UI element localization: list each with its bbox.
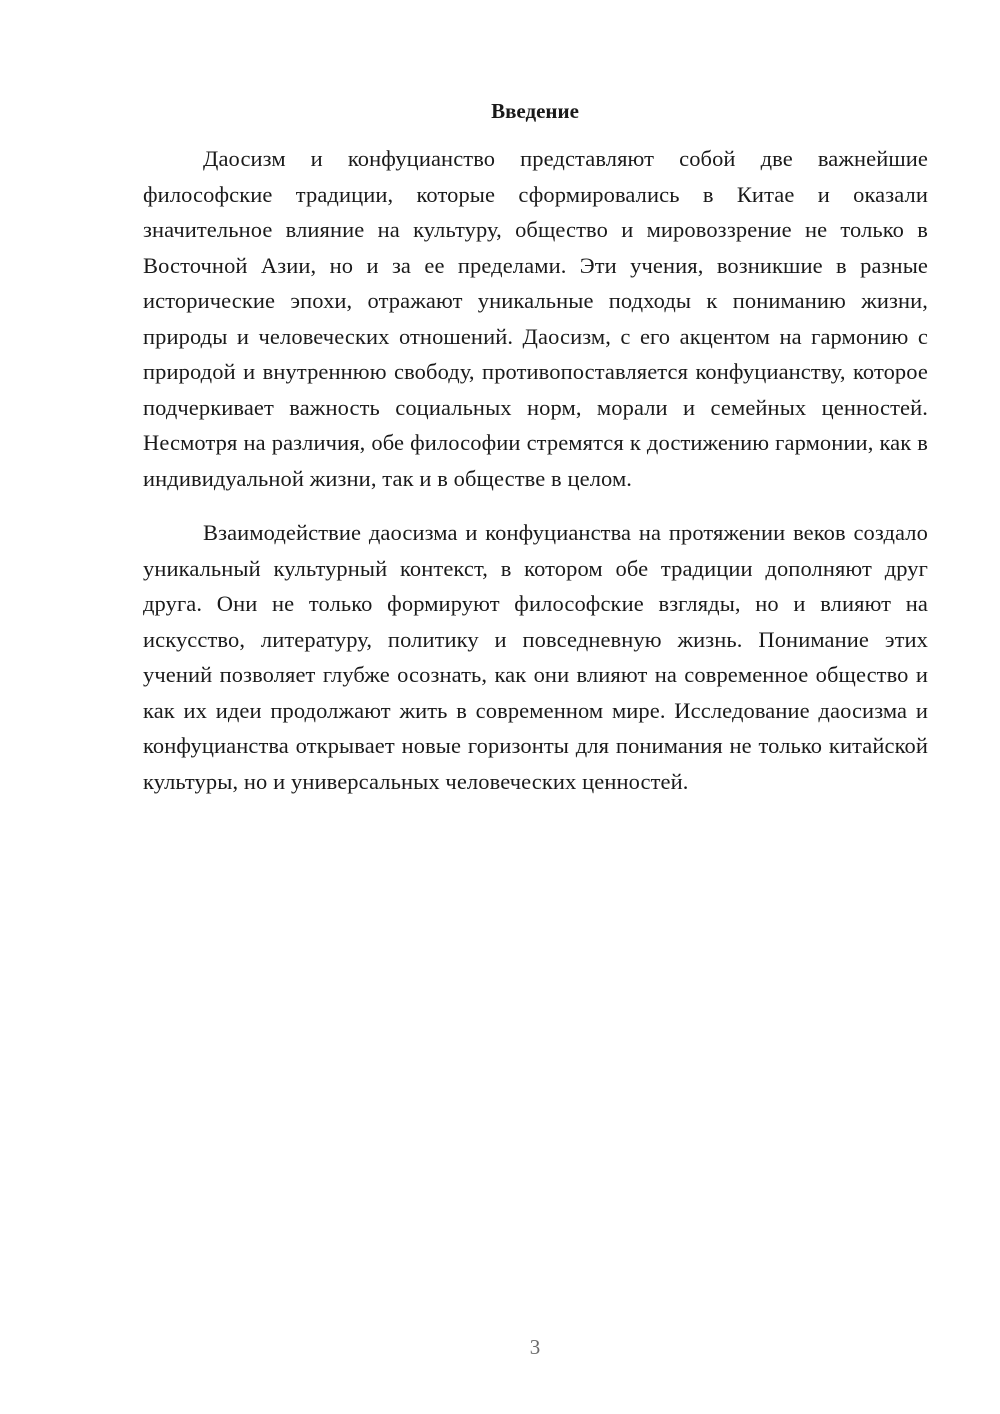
paragraph-1: Даосизм и конфуцианство представляют собой две важнейшие философские традиции, которые сформировались в Китае и оказали значительное влияние на культуру, общество и мировоззрение не только в Восточной Азии, но и за ее пределами. Эти учения, возникшие в разные исторические эпохи, отражают уникальные подходы к пониманию жизни, природы и человеческих отношений. Даосизм, с его акцентом на гармонию с природой и внутреннюю свободу, противопоставляется конфуцианству, которое подчеркивает важность социальных норм, морали и семейных ценностей. Несмотря на различия, обе философии стремятся к достижению гармонии, как в индивидуальной жизни, так и в обществе в целом.: [143, 146, 928, 491]
body-text: [143, 141, 928, 799]
section-heading: Введение: [491, 99, 579, 123]
page-number: 3: [529, 1335, 541, 1359]
paragraph-2: Взаимодействие даосизма и конфуцианства на протяжении веков создало уникальный культурный контекст, в котором обе традиции дополняют друг друга. Они не только формируют философские взгляды, но и влияют на искусство, литературу, политику и повседневную жизнь. Понимание этих учений позволяет глубже осознать, как они влияют на современное общество и как их идеи продолжают жить в современном мире. Исследование даосизма и конфуцианства открывает новые горизонты для понимания не только китайской культуры, но и универсальных человеческих ценностей.: [143, 520, 928, 794]
